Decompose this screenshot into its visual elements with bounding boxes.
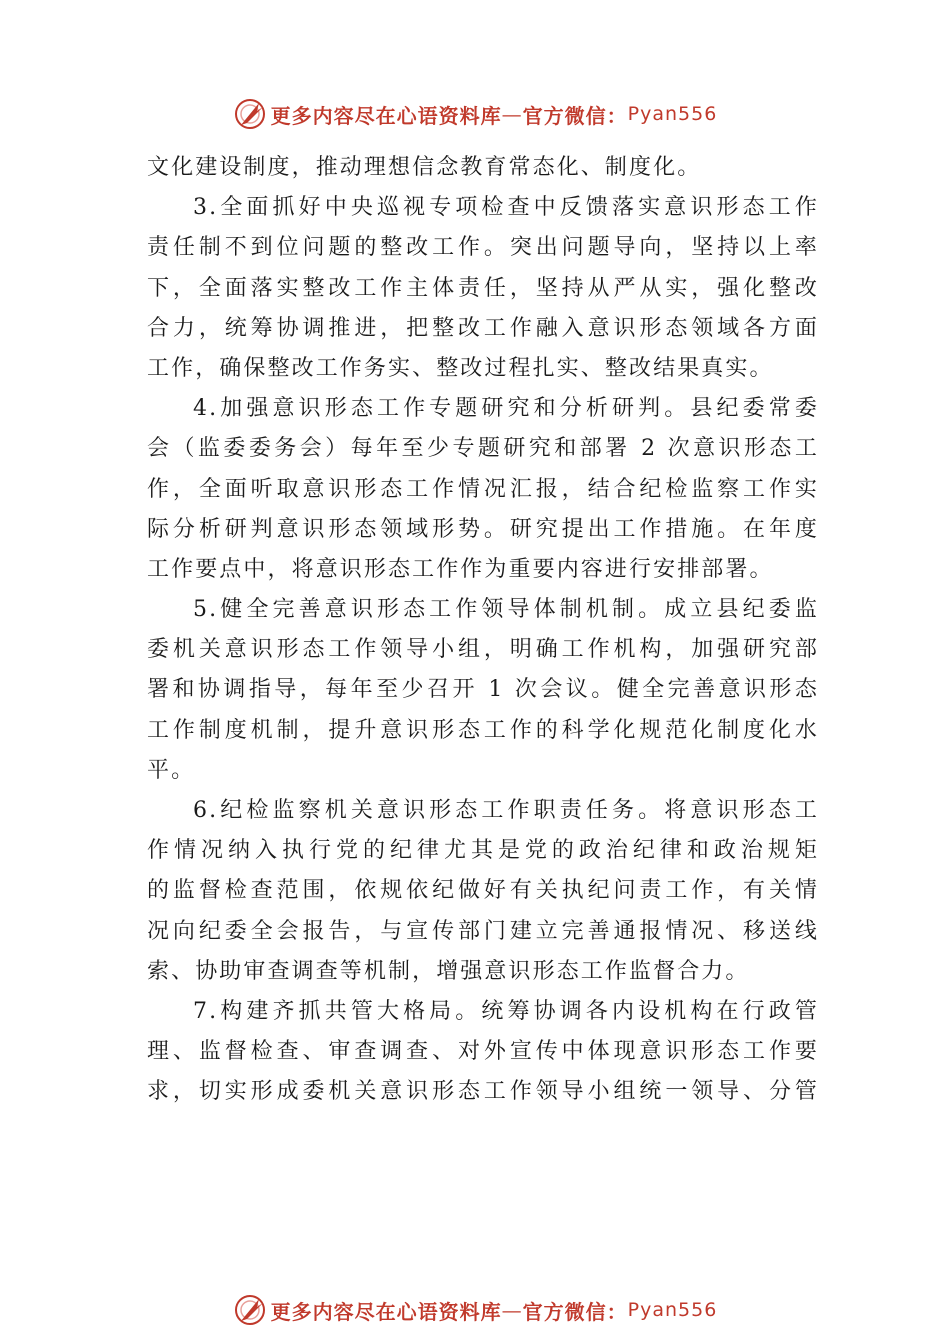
quill-logo-icon (233, 97, 267, 131)
document-body (147, 148, 819, 1113)
body-line: 7.构建齐抓共管大格局。统筹协调各内设机构在行政管 (193, 998, 819, 1024)
header-watermark (0, 94, 950, 134)
body-line: 工作制度机制，提升意识形态工作的科学化规范化制度化水 (147, 717, 819, 743)
body-line: 平。 (147, 757, 196, 783)
watermark-label: 官方微信： (522, 1299, 628, 1324)
body-line: 署和协调指导，每年至少召开 1 次会议。健全完善意识形态 (147, 677, 819, 703)
body-line: 下，全面落实整改工作主体责任，坚持从严从实，强化整改 (147, 275, 819, 301)
body-line: 理、监督检查、审查调查、对外宣传中体现意识形态工作要 (147, 1039, 819, 1065)
body-line: 4.加强意识形态工作专题研究和分析研判。县纪委常委 (193, 396, 819, 422)
body-line: 委机关意识形态工作领导小组，明确工作机构，加强研究部 (147, 637, 819, 663)
body-line: 3.全面抓好中央巡视专项检查中反馈落实意识形态工作 (193, 195, 819, 221)
footer-watermark (0, 1290, 950, 1330)
body-line: 6.纪检监察机关意识形态工作职责任务。将意识形态工 (193, 798, 819, 823)
body-line: 5.健全完善意识形态工作领导体制机制。成立县纪委监 (193, 597, 819, 623)
body-line: 求，切实形成委机关意识形态工作领导小组统一领导、分管 (147, 1079, 819, 1105)
body-line: 工作，确保整改工作务实、整改过程扎实、整改结果真实。 (147, 355, 774, 381)
body-line: 会（监委委务会）每年至少专题研究和部署 2 次意识形态工 (147, 436, 819, 462)
body-line: 况向纪委全会报告，与宣传部门建立完善通报情况、移送线 (147, 918, 819, 944)
body-line: 际分析研判意识形态领域形势。研究提出工作措施。在年度 (147, 516, 819, 542)
watermark-dash: — (501, 102, 523, 126)
watermark-dash: — (501, 1298, 523, 1322)
body-line: 文化建设制度，推动理想信念教育常态化、制度化。 (147, 155, 702, 180)
body-line: 作情况纳入执行党的纪律尤其是党的政治纪律和政治规矩 (147, 838, 819, 864)
body-line: 索、协助审查调查等机制，增强意识形态工作监督合力。 (147, 958, 750, 984)
body-line: 工作要点中，将意识形态工作作为重要内容进行安排部署。 (147, 556, 774, 582)
body-line: 合力，统筹协调推进，把整改工作融入意识形态领域各方面 (147, 315, 819, 341)
watermark-text: 更多内容尽在心语资料库 (270, 103, 502, 128)
watermark-id: Pyan556 (627, 1299, 718, 1321)
body-line: 作，全面听取意识形态工作情况汇报，结合纪检监察工作实 (147, 476, 819, 502)
body-line: 责任制不到位问题的整改工作。突出问题导向，坚持以上率 (147, 235, 819, 261)
watermark-label: 官方微信： (522, 103, 628, 128)
body-line: 的监督检查范围，依规依纪做好有关执纪问责工作，有关情 (147, 878, 819, 904)
quill-logo-icon (233, 1293, 267, 1327)
watermark-text: 更多内容尽在心语资料库 (270, 1299, 502, 1324)
watermark-id: Pyan556 (627, 103, 718, 125)
